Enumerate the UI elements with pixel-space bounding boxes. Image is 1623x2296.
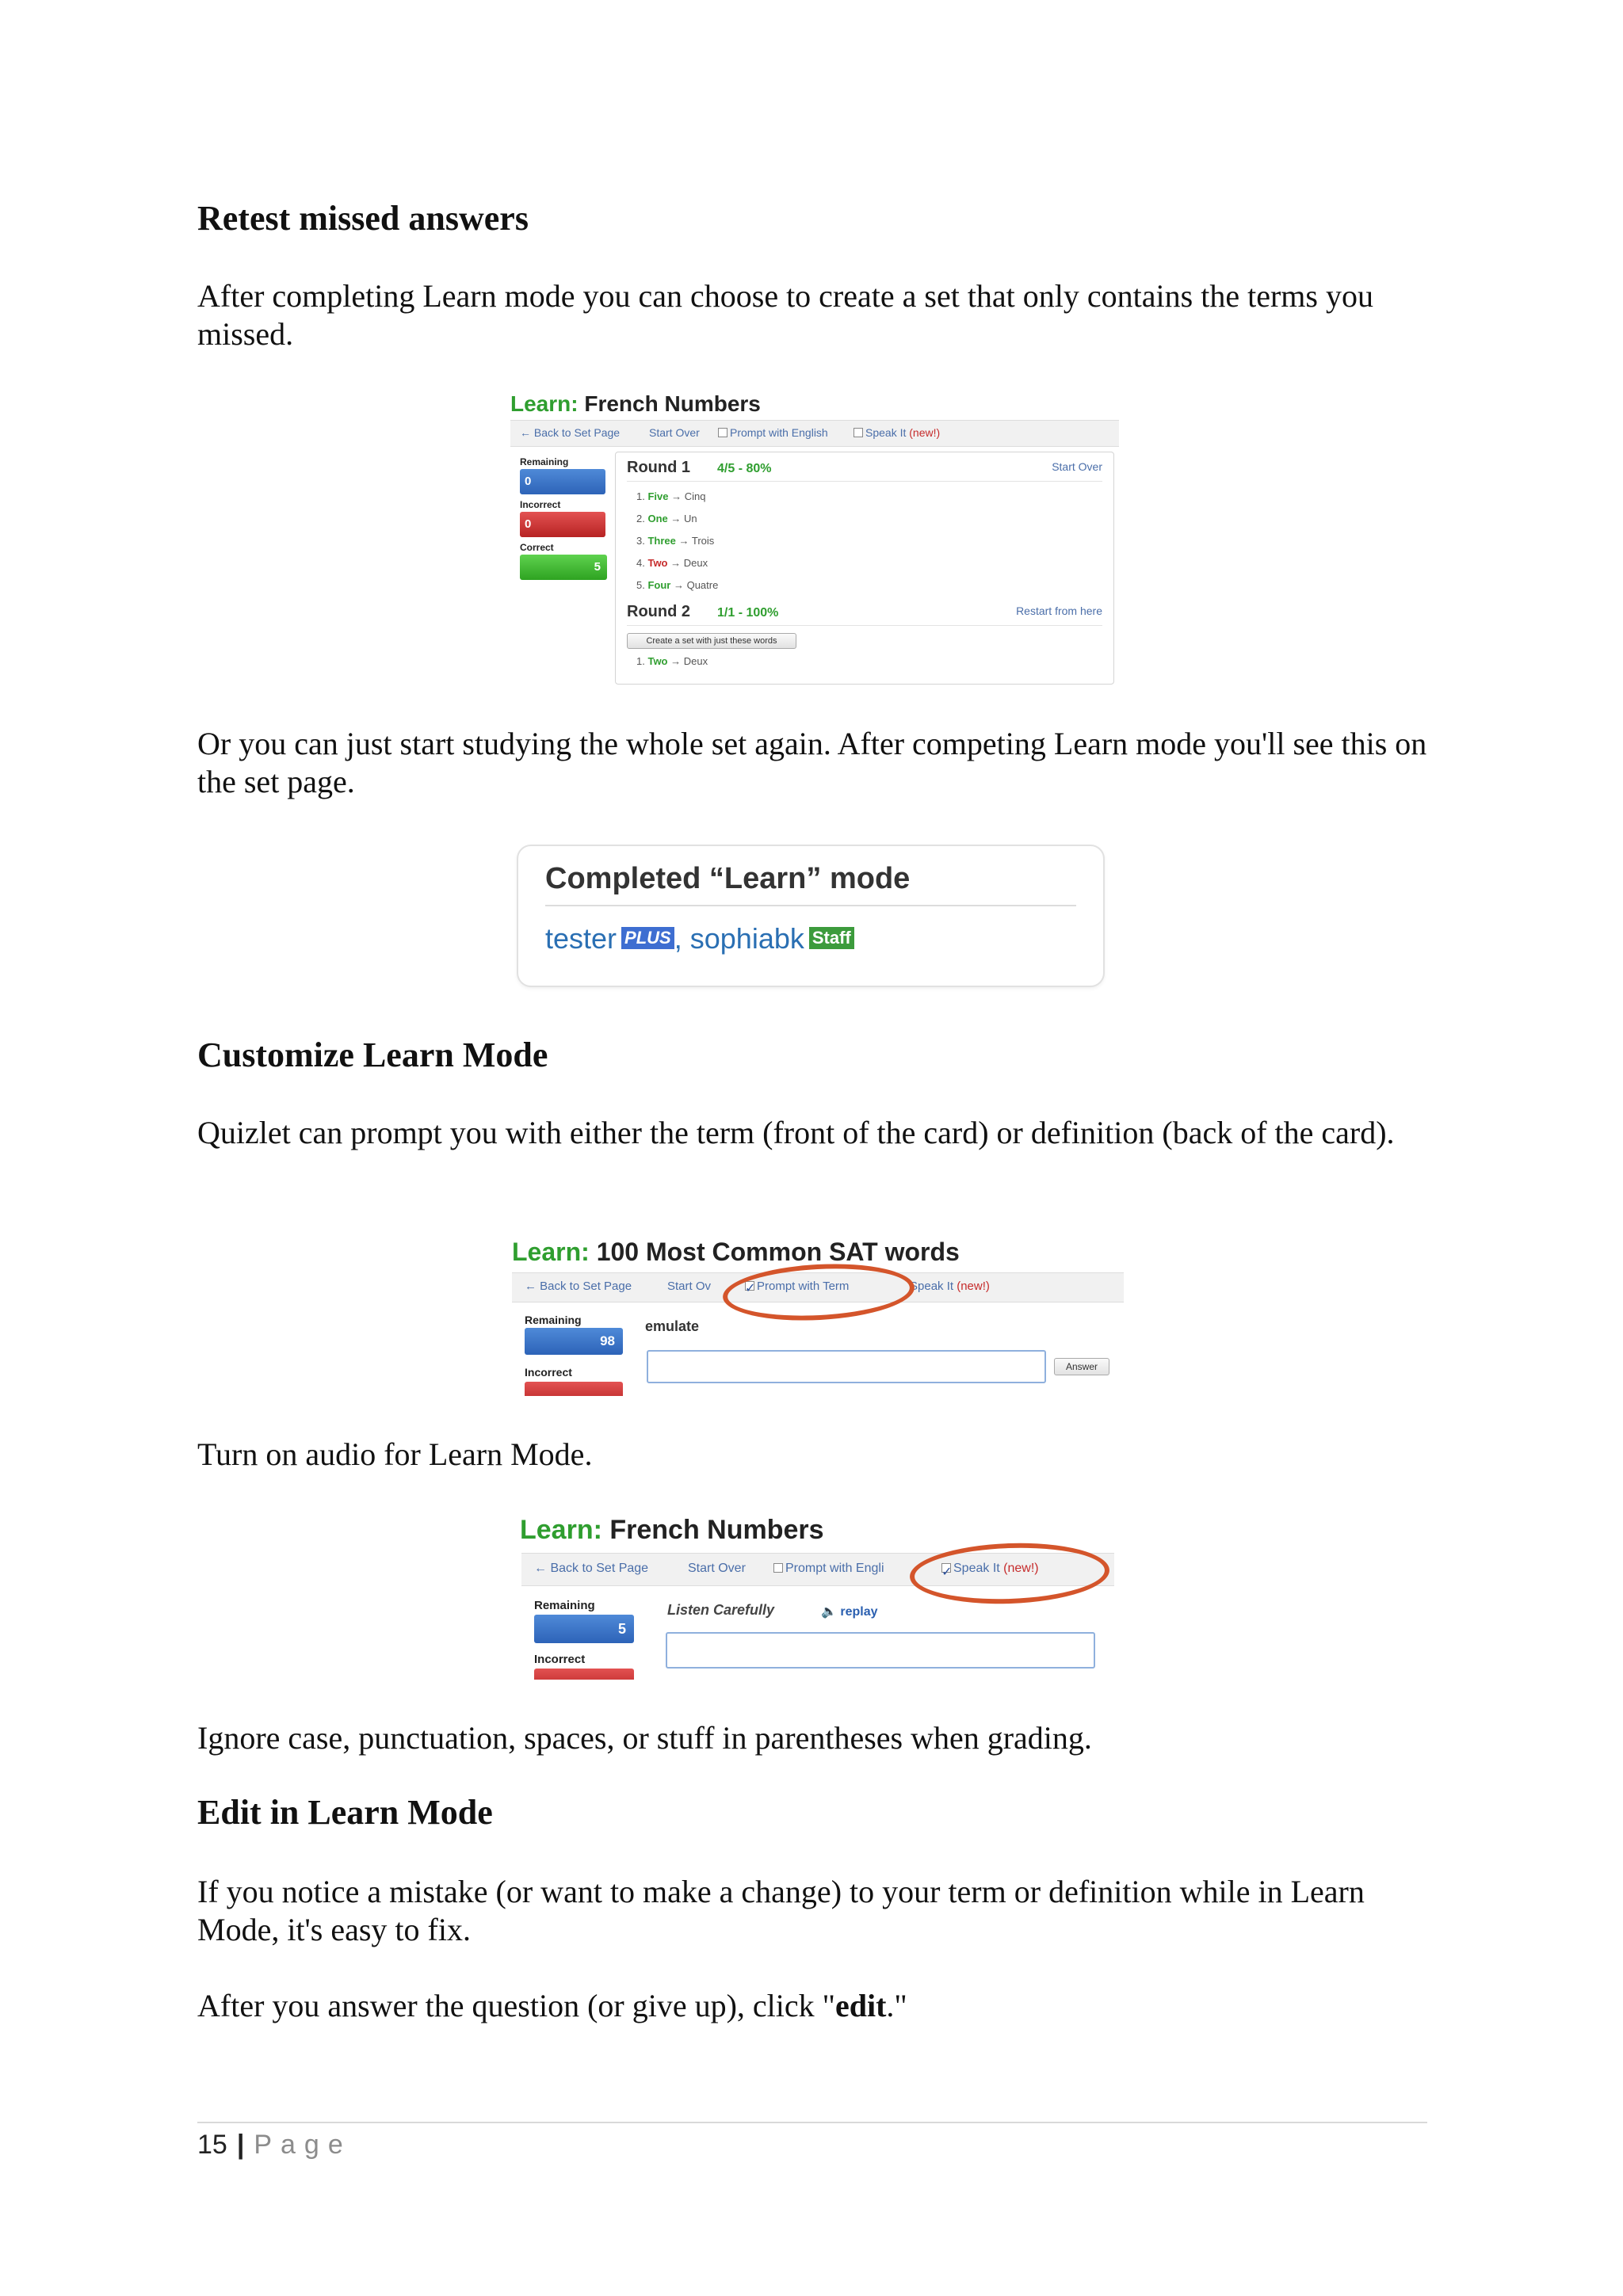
- round-item: [636, 655, 708, 667]
- speak-option[interactable]: [854, 421, 940, 444]
- incorrect-counter: 0: [520, 512, 605, 537]
- start-over-link[interactable]: Start Over: [649, 426, 700, 439]
- incorrect-label: Incorrect: [520, 499, 561, 510]
- create-set-button[interactable]: Create a set with just these words: [627, 633, 796, 649]
- highlight-ring: [721, 1260, 915, 1325]
- learn-title-prefix: Learn:: [512, 1238, 590, 1266]
- screenshot-speak-it: [518, 1510, 1114, 1680]
- remaining-counter: 5: [534, 1615, 634, 1643]
- back-to-set-link[interactable]: ← Back to Set Page: [525, 1280, 632, 1293]
- paragraph-click-edit: [197, 1987, 1434, 2025]
- prompt-option[interactable]: [773, 1554, 884, 1584]
- item-number: 4.: [636, 557, 648, 569]
- prompt-checkbox[interactable]: [718, 428, 727, 437]
- arrow-icon: →: [667, 557, 684, 569]
- arrow-icon: →: [670, 579, 687, 591]
- item-definition: Un: [684, 513, 697, 524]
- page-footer: [197, 2130, 352, 2161]
- item-definition: Deux: [683, 557, 708, 569]
- page-number: 15: [197, 2130, 227, 2160]
- round-item: [636, 579, 718, 591]
- round1-start-over-link[interactable]: Start Over: [1052, 460, 1102, 473]
- item-term: Two: [647, 655, 668, 667]
- speak-label: Speak It: [910, 1280, 954, 1293]
- remaining-label: Remaining: [520, 456, 569, 467]
- heading-retest-missed-answers: Retest missed answers: [197, 199, 529, 238]
- item-number: 5.: [636, 579, 648, 591]
- rounds-panel: [615, 452, 1114, 685]
- heading-customize-learn-mode: Customize Learn Mode: [197, 1035, 548, 1074]
- item-number: 1.: [636, 655, 648, 667]
- back-to-set-link[interactable]: ← Back to Set Page: [534, 1562, 649, 1575]
- start-over-link[interactable]: Start Over: [688, 1562, 746, 1575]
- prompt-option[interactable]: [718, 421, 828, 444]
- paragraph-turn-on-audio: Turn on audio for Learn Mode.: [197, 1436, 593, 1472]
- round1-header: [627, 459, 771, 477]
- round1-score: 4/5 - 80%: [717, 462, 772, 475]
- prompt-label: Prompt with Engli: [785, 1562, 884, 1575]
- user-separator: ,: [674, 922, 682, 955]
- item-definition: Cinq: [684, 490, 706, 502]
- screenshot-learn-results: [504, 387, 1122, 689]
- replay-link[interactable]: [821, 1604, 878, 1619]
- paragraph-edit-intro: If you notice a mistake (or want to make a change) to your term or definition while in Learn Mode, it's easy to fix.: [197, 1874, 1365, 1947]
- remaining-counter: 98: [525, 1328, 623, 1355]
- learn-title-set: 100 Most Common SAT words: [596, 1238, 960, 1266]
- item-number: 2.: [636, 513, 648, 524]
- paragraph-ignore-case: Ignore case, punctuation, spaces, or stuff in parentheses when grading.: [197, 1720, 1092, 1756]
- correct-counter: 5: [520, 555, 607, 580]
- round2-header: [627, 603, 778, 621]
- highlight-ring: [909, 1540, 1110, 1608]
- replay-label: replay: [840, 1605, 878, 1619]
- click-edit-before: After you answer the question (or give up), click ": [197, 1988, 835, 2023]
- round2-divider: [627, 625, 1102, 626]
- speak-label: Speak It: [865, 426, 907, 439]
- new-badge: (new!): [909, 426, 941, 439]
- start-over-link[interactable]: Start Ov: [667, 1280, 712, 1293]
- item-term: Five: [647, 490, 669, 502]
- arrow-icon: →: [675, 535, 692, 547]
- round-item: [636, 557, 708, 569]
- round-item: [636, 490, 705, 502]
- completed-card-title: Completed “Learn” mode: [545, 862, 911, 895]
- speaker-icon: 🔈: [821, 1605, 837, 1619]
- remaining-label: Remaining: [525, 1314, 582, 1326]
- item-definition: Trois: [691, 535, 715, 547]
- user-link-tester[interactable]: tester: [545, 922, 617, 955]
- learn-title-set: French Numbers: [609, 1515, 824, 1545]
- item-number: 3.: [636, 535, 648, 547]
- answer-button[interactable]: Answer: [1054, 1358, 1109, 1375]
- screenshot-prompt-with-term: [509, 1233, 1124, 1396]
- round1-label: Round 1: [627, 459, 690, 476]
- arrow-icon: →: [667, 655, 684, 667]
- click-edit-after: .": [886, 1988, 907, 2023]
- item-term: Two: [647, 557, 668, 569]
- heading-edit-in-learn-mode: Edit in Learn Mode: [197, 1793, 493, 1832]
- prompt-label: Prompt with Term: [757, 1280, 850, 1293]
- user-link-sophiabk[interactable]: sophiabk: [689, 922, 804, 955]
- paragraph-customize: Quizlet can prompt you with either the term (front of the card) or definition (back of the card).: [197, 1115, 1395, 1150]
- round-item: [636, 535, 714, 547]
- paragraph-start-again: Or you can just start studying the whole set again. After competing Learn mode you'll see this on the set page.: [197, 726, 1427, 799]
- round2-label: Round 2: [627, 603, 690, 620]
- plus-badge: PLUS: [621, 927, 674, 949]
- prompt-checkbox[interactable]: [773, 1563, 783, 1573]
- item-term: One: [647, 513, 668, 524]
- learn-title: [510, 391, 761, 417]
- paragraph-retest-intro: After completing Learn mode you can choose to create a set that only contains the terms you missed.: [197, 278, 1373, 352]
- speak-label: Speak It: [953, 1562, 1000, 1575]
- completed-learn-card: [517, 845, 1105, 987]
- new-badge: (new!): [1003, 1562, 1039, 1575]
- answer-input[interactable]: [666, 1632, 1095, 1669]
- speak-option[interactable]: [910, 1273, 990, 1300]
- item-number: 1.: [636, 490, 648, 502]
- learn-nav-bar: [510, 420, 1119, 447]
- back-to-set-link[interactable]: ← Back to Set Page: [520, 426, 621, 439]
- item-definition: Deux: [683, 655, 708, 667]
- incorrect-label: Incorrect: [525, 1366, 572, 1379]
- learn-title: [520, 1515, 824, 1546]
- round1-divider: [627, 481, 1102, 482]
- edit-keyword: edit: [834, 1988, 887, 2023]
- incorrect-label: Incorrect: [534, 1653, 586, 1666]
- staff-badge: Staff: [809, 927, 854, 949]
- new-badge: (new!): [957, 1280, 990, 1293]
- item-term: Three: [647, 535, 676, 547]
- completed-users: [545, 922, 854, 955]
- learn-title-prefix: Learn:: [520, 1515, 602, 1545]
- speak-checkbox[interactable]: [854, 428, 863, 437]
- item-definition: Quatre: [686, 579, 719, 591]
- prompt-label: Prompt with English: [730, 426, 828, 439]
- page-word: Page: [254, 2130, 352, 2160]
- completed-card-divider: [545, 905, 1076, 906]
- round2-restart-link[interactable]: Restart from here: [1016, 605, 1102, 617]
- answer-input[interactable]: [647, 1350, 1046, 1383]
- learn-title-prefix: Learn:: [510, 391, 579, 416]
- arrow-icon: →: [667, 513, 684, 524]
- item-term: Four: [647, 579, 671, 591]
- listen-carefully: Listen Carefully: [667, 1602, 775, 1618]
- remaining-label: Remaining: [534, 1599, 595, 1612]
- footer-divider: [197, 2122, 1427, 2123]
- round-item: [636, 513, 697, 524]
- correct-label: Correct: [520, 542, 554, 553]
- round2-score: 1/1 - 100%: [717, 606, 779, 620]
- learn-title: [512, 1238, 960, 1267]
- remaining-counter: 0: [520, 469, 605, 494]
- incorrect-counter: [525, 1382, 623, 1396]
- incorrect-counter: [534, 1669, 634, 1680]
- arrow-icon: →: [668, 490, 685, 502]
- footer-separator: |: [236, 2130, 245, 2160]
- prompt-word: emulate: [645, 1318, 700, 1334]
- learn-title-set: French Numbers: [584, 391, 761, 416]
